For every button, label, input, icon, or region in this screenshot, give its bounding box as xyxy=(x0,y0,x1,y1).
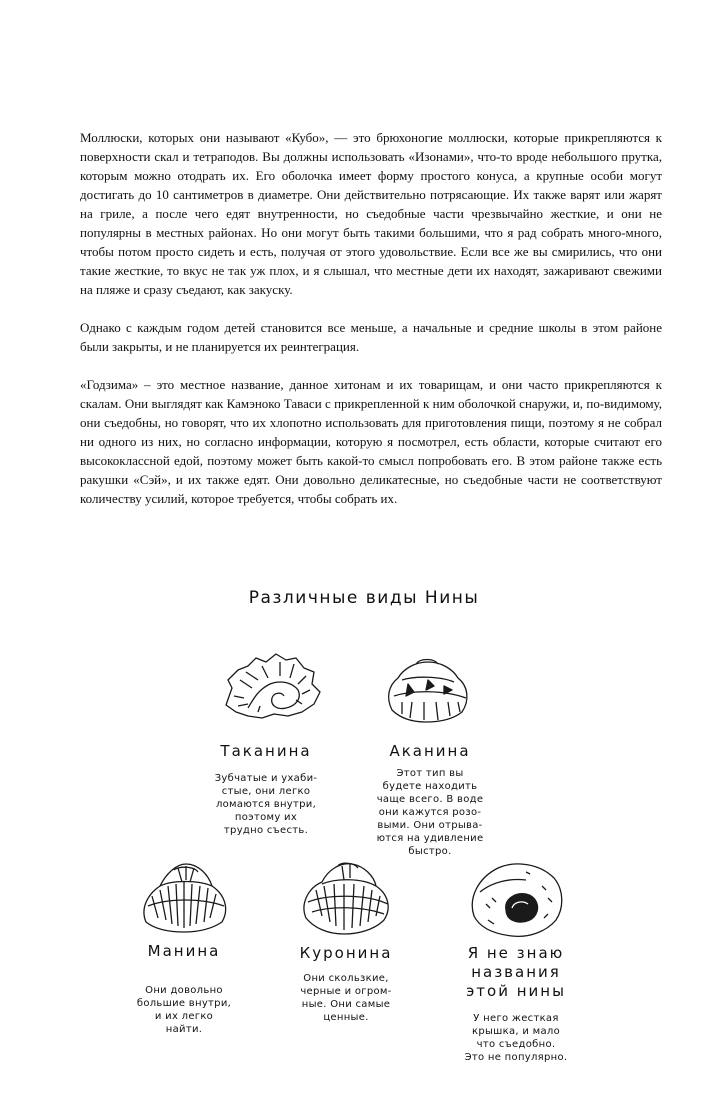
manina-desc-line: и их легко xyxy=(154,1011,214,1022)
kuronina-shell-icon xyxy=(298,856,394,938)
kuronina-desc-line: ценные. xyxy=(323,1012,369,1023)
takanina-desc-line: Зубчатые и ухаби- xyxy=(214,773,318,784)
kuronina-desc-line: черные и огром- xyxy=(300,986,392,997)
unknown-desc-line: У него жесткая xyxy=(473,1013,559,1024)
kuronina-desc-line: ные. Они самые xyxy=(301,999,391,1010)
paragraph-kubo: Моллюски, которых они называют «Кубо», — это брюхоногие моллюски, которые прикрепляются к поверхности скал и тетраподов. Вы должны использовать «Изонами», что-то вроде небольшого прутка, которым можно отодрать их. Его оболочка имеет форму простого конуса, а крупные особи могут достигать до 10 сантиметров в диаметре. Они действительно потрясающие. Их также варят или жарят на гриле, а после чего едят внутренности, но съедобные части чрезвычайно жесткие, и они не популярны в местных районах. Но они могут быть такими большими, что я рад собрать много-много, чтобы потом просто сидеть и есть, получая от этого удовольствие. Если все же вы смирились, что они такие жесткие, то вкус не так уж плох, и я слышал, что местные дети их находят, зажаривают свежими на пляже и сразу съедают, как закуску. xyxy=(80,130,662,297)
figure-title: Различные виды Нины xyxy=(248,588,480,608)
unknown-name-line: Я не знаю xyxy=(467,944,565,962)
kuronina-desc-line: Они скользкие, xyxy=(303,973,389,984)
unknown-name-line: названия xyxy=(471,963,561,981)
akanina-desc-line: выми. Они отрыва- xyxy=(377,820,483,831)
takanina-name: Таканина xyxy=(220,742,312,760)
akanina-desc-line: Этот тип вы xyxy=(396,768,464,779)
unknown-shell-name xyxy=(446,944,586,1001)
paragraph-godzima: «Годзима» – это местное название, данное хитонам и их товарищам, и они часто прикрепляются к скалам. Они выглядят как Камэноко Таваси с прикрепленной к ним оболочкой снаружи, и, по-видимому, они съедобны, но говорят, что их хлопотно использовать для приготовления пищи, поэтому я не собрал ни одного из них, но согласно информации, которую я посмотрел, есть области, которые считают его высококлассной едой, поэтому может быть какой-то смысл попробовать его. В этом районе также есть ракушки «Сэй», и их также едят. Они довольно деликатесные, но съедобные части не соответствуют количеству усилий, которое требуется, чтобы собрать их. xyxy=(80,377,662,506)
akanina-desc-line: они кажутся розо- xyxy=(378,807,482,818)
takanina-shell-icon xyxy=(218,650,326,728)
akanina-desc-line: ются на удивление xyxy=(376,833,484,844)
akanina-desc-line: чаще всего. В воде xyxy=(376,794,484,805)
unknown-desc-line: крышка, и мало xyxy=(471,1026,561,1037)
takanina-description xyxy=(188,772,344,837)
manina-desc-line: Они довольно xyxy=(145,985,223,996)
manina-shell-icon xyxy=(138,856,230,936)
takanina-desc-line: ломаются внутри, xyxy=(215,799,317,810)
akanina-desc-line: будете находить xyxy=(382,781,478,792)
kuronina-description xyxy=(268,972,424,1024)
manina-desc-line: найти. xyxy=(165,1024,203,1035)
paragraph-schools: Однако с каждым годом детей становится все меньше, а начальные и средние школы в этом районе были закрыты, и не планируется их реинтеграция. xyxy=(80,320,662,354)
kuronina-name: Куронина xyxy=(299,944,393,962)
unknown-shell-icon xyxy=(466,858,566,940)
takanina-desc-line: стые, они легко xyxy=(221,786,311,797)
takanina-desc-line: поэтому их xyxy=(234,812,298,823)
akanina-name: Аканина xyxy=(389,742,471,760)
unknown-shell-description xyxy=(438,1012,594,1064)
akanina-desc-line: быстро. xyxy=(408,846,452,857)
takanina-desc-line: трудно съесть. xyxy=(223,825,309,836)
manina-name: Манина xyxy=(147,942,221,960)
unknown-desc-line: Это не популярно. xyxy=(464,1052,568,1063)
akanina-shell-icon xyxy=(382,650,472,726)
manina-desc-line: большие внутри, xyxy=(136,998,232,1009)
article-text xyxy=(80,128,662,527)
unknown-desc-line: что съедобно. xyxy=(476,1039,556,1050)
unknown-name-line: этой нины xyxy=(466,982,566,1000)
akanina-description xyxy=(352,767,508,858)
manina-description xyxy=(106,984,262,1036)
